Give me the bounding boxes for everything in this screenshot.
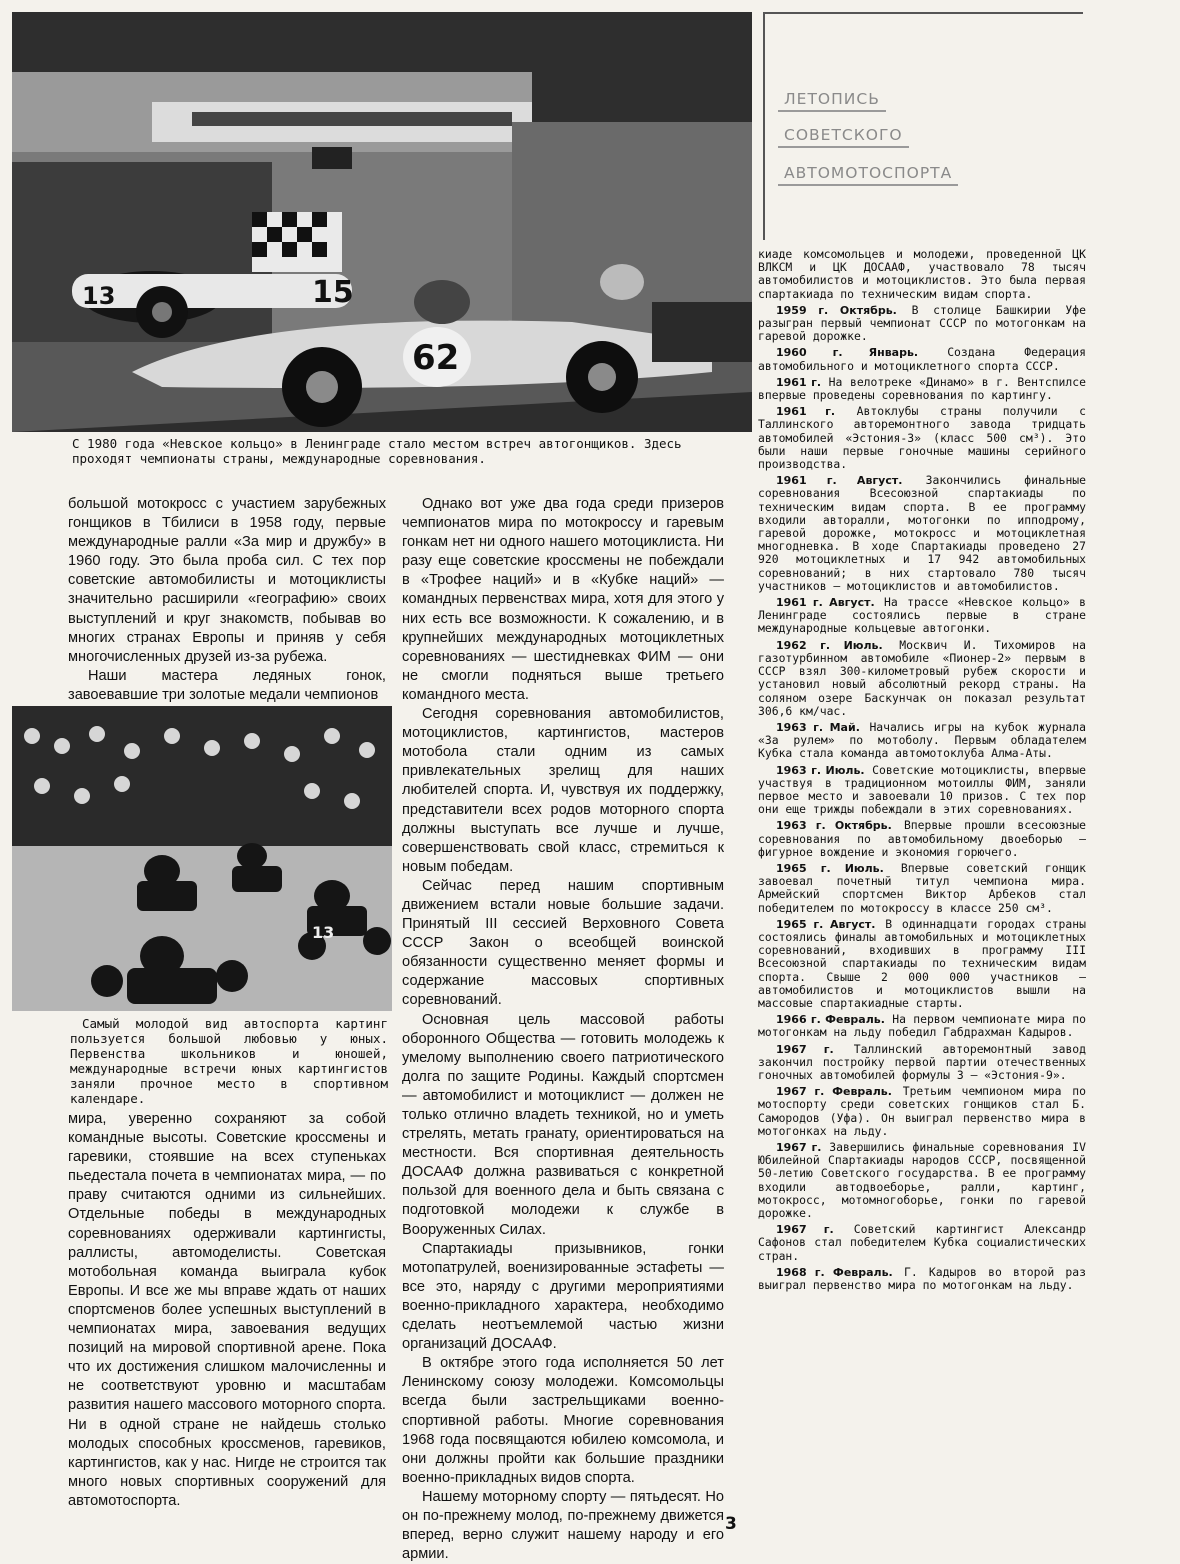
paragraph: большой мотокросс с участием зарубежных гонщиков в Тбилиси в 1958 году, первые международные ралли «За мир и дружбу» в 1960 году. Это была проба сил. С тех пор советские автомобилисты и мотоциклисты значительно расширили «географию» своих выступлений и круг знакомств, побывав во многих странах Европы и приняв у себя многочисленных друзей из-за рубежа. [68,496,386,665]
top-photo-caption: С 1980 года «Невское кольцо» в Ленинграде стало местом встреч автогонщиков. Здесь проходят чемпионаты страны, международные соревнования. [72,436,682,466]
car-number-15b: 15 [312,275,354,310]
chronicle-column [758,248,1086,1295]
chronicle-entry: 1961 г. Автоклубы страны получили с Таллинского авторемонтного завода тридцать автомобилей «Эстония-3» (класс 500 см³). Это были наши первые гоночные машины серийного производства. [758,404,1086,472]
article-column-1-top [68,495,386,705]
heading-line-1: ЛЕТОПИСЬ [778,88,886,112]
car-number-62: 62 [412,338,460,378]
paragraph: Нашему моторному спорту — пятьдесят. Но он по-прежнему молод, по-прежнему движется вперед, верно служит нашему народу и его армии. [402,1488,724,1563]
heading-rule-horizontal [763,12,1083,14]
chronicle-entry: 1963 г. Июль. Советские мотоциклисты, впервые участвуя в традиционном мотоиллы ФИМ, заняли первое место и завоевали 10 призов. С тех пор они еще трижды побеждали в этих соревнованиях. [758,762,1086,817]
chronicle-entry: 1967 г. Февраль. Третьим чемпионом мира по мотоспорту среди советских гонщиков стал Б. Самородов (Уфа). Он выиграл первенство мира в мотогонках на льду. [758,1084,1086,1138]
paragraph: Сейчас перед нашим спортивным движением встали новые большие задачи. Принятый III сессией Верховного Совета СССР Закон о всеобщей воинской обязанности существенно меняет формы и содержание массовых спортивных соревнований. [402,877,724,1009]
chronicle-entry: 1967 г. Завершились финальные соревнования IV Юбилейной Спартакиады народов СССР, посвященной 50-летию Советского государства. В ее программу входили автодвоеборье, ралли, картинг, мотокросс, мотомногоборье, гонки по гаревой дорожке. [758,1140,1086,1221]
paragraph: Спартакиады призывников, гонки мотопатрулей, военизированные эстафеты — все это, наряду с другими мероприятиями военно-прикладного характера, необходимо сделать неотъемлемой частью жизни организаций ДОСААФ. [402,1240,724,1353]
karting-photo-caption: Самый молодой вид автоспорта картинг пользуется большой любовью у юных. Первенства школьников и юношей, международные встречи юных картингистов заняли прочное место в спортивном календаре. [70,1016,388,1106]
car-number-15: 13 [82,282,116,310]
chronicle-entry: 1959 г. Октябрь. В столице Башкирии Уфе разыгран первый чемпионат СССР по мотогонкам на гаревой дорожке. [758,302,1087,344]
chronicle-entry: 1961 г. На велотреке «Динамо» в г. Вентспилсе впервые проведены соревнования по картингу. [758,374,1086,403]
chronicle-entry: 1960 г. Январь. Создана Федерация автомобильного и мотоциклетного спорта СССР. [758,345,1086,373]
chronicle-entry: 1963 г. Май. Начались игры на кубок журнала «За рулем» по мотоболу. Первым обладателем Кубка стала команда автомотоклуба Алма-Аты. [758,719,1087,761]
chronicle-entry: 1965 г. Август. В одиннадцати городах страны состоялись финалы автомобильных и мотоциклетных соревнований, входивших в программу III Всесоюзной спартакиады по техническим видам спорта. Свыше 2 000 000 участников — автомобилистов и мотоциклистов вышли на массовые спартакиадные старты. [758,916,1086,1010]
chronicle-entry: 1966 г. Февраль. На первом чемпионате мира по мотогонкам на льду победил Габдрахман Кадыров. [758,1012,1086,1040]
chronicle-entry: 1967 г. Советский картингист Александр Сафонов стал победителем Кубка социалистических стран. [758,1222,1087,1263]
chronicle-entry: 1965 г. Июль. Впервые советский гонщик завоевал почетный титул чемпиона мира. Армейский спортсмен Виктор Арбеков стал победителем по мотокроссу в классе 250 см³. [758,860,1086,915]
karting-photo [12,706,392,1011]
paragraph: мира, уверенно сохраняют за собой командные высоты. Советские кроссмены и гаревики, стоявшие на всех ступеньках пьедестала почета в чемпионатах мира, — по праву считаются одними из сильнейших. Отдельные победы в международных соревнованиях одерживали картингисты, раллисты, автомоделисты. Советская мотобольная команда выиграла кубок Европы. И все же мы вправе ждать от наших спортсменов более успешных выступлений в чемпионатах мира, завоевания ведущих позиций на мировой спортивной арене. Пока что их достижения слишком малочисленны и не соответствуют уровню и масштабам развития нашего массового моторного спорта. Ни в одной стране не найдешь столько молодых способных кроссменов, гаревиков, картингистов, как у нас. Нигде не строится так много новых спортивных сооружений для автомотоспорта. [68,1111,386,1509]
page-number: 3 [725,1514,737,1534]
chronicle-entry: 1963 г. Октябрь. Впервые прошли всесоюзные соревнования по автомобильному двоеборью — фигурное вождение и экономия горючего. [758,818,1086,859]
paragraph: В октябре этого года исполняется 50 лет Ленинскому союзу молодежи. Комсомольцы всегда были застрельщиками военно-спортивной работы. Многие соревнования 1968 года посвящаются юбилею комсомола, и они должны пройти как большие праздники военно-прикладных видов спорта. [402,1355,724,1486]
heading-line-2: СОВЕТСКОГО [778,124,909,148]
chronicle-entry: 1961 г. Август. На трассе «Невское кольцо» в Ленинграде состоялись первые в стране международные кольцевые автогонки. [758,595,1086,636]
paragraph: Сегодня соревнования автомобилистов, мотоциклистов, картингистов, мастеров мотобола стали одним из самых привлекательных зрелищ для наших любителей спорта. И, чувствуя их поддержку, представители всех родов моторного спорта должны выступать все лучше и лучше, совершенствовать свой класс, стремиться к новым победам. [402,706,724,875]
chronicle-entry: киаде комсомольцев и молодежи, проведенной ЦК ВЛКСМ и ЦК ДОСААФ, участвовало 78 тысяч автомобилистов и мотоциклистов. Это была первая спартакиада по техническим видам спорта. [758,247,1086,301]
chronicle-entry: 1961 г. Август. Закончились финальные соревнования Всесоюзной спартакиады по техническим видам спорта. В ее программу входили авторалли, мотогонки по ипподрому, гаревой дорожке, мотокросс и мотоциклетная многодневка. В ходе Спартакиады проведено 27 920 мотоциклетных и 17 942 автомобильных соревнований; в них стартовало 780 тысяч участников — мотоциклистов и автомобилистов. [758,473,1087,593]
racing-photo [12,12,752,432]
paragraph: Однако вот уже два года среди призеров чемпионатов мира по мотокроссу и гаревым гонкам нет ни одного нашего мотоциклиста. Ни разу еще советские кроссмены не побеждали в «Трофее наций» и в «Кубке наций» — командных первенствах мира, хотя для этого у них есть все возможности. К сожалению, и в крупнейших международных мотоциклетных соревнованиях — шестидневках ФИМ — они не смогли подняться выше третьего командного места. [402,496,724,703]
chronicle-entry: 1962 г. Июль. Москвич И. Тихомиров на газотурбинном автомобиле «Пионер-2» первым в СССР взял 300-километровый рубеж скорости и установил новый абсолютный рекорд страны. На соляном озере Баскунчак он показал результат 306,6 км/час. [758,637,1087,718]
chronicle-entry: 1968 г. Февраль. Г. Кадыров во второй раз выиграл первенство мира по мотогонкам на льду. [758,1264,1086,1293]
paragraph: Основная цель массовой работы оборонного Общества — готовить молодежь к умелому выполнению своего патриотического долга по защите Родины. Каждый спортсмен — автомобилист и мотоциклист — должен не только отлично владеть техникой, но и уметь стрелять, метать гранату, ориентироваться на местности. Вся спортивная деятельность ДОСААФ должна развиваться с конкретной пользой для военного дела и быть связана с подготовкой молодежи к службе в Вооруженных Силах. [402,1011,724,1238]
chronicle-entry: 1967 г. Таллинский авторемонтный завод закончил постройку первой партии отечественных гоночных автомобилей формулы 3 — «Эстония-9». [758,1041,1087,1082]
article-column-1-bottom [68,1110,386,1511]
heading-rule-vertical [763,12,765,240]
karting-photo-illustration [12,706,392,1011]
paragraph: Наши мастера ледяных гонок, завоевавшие три золотые медали чемпионов [68,667,386,703]
heading-line-3: АВТОМОТОСПОРТА [778,162,958,186]
article-column-2 [402,495,724,1564]
racing-photo-illustration [12,12,752,432]
kart-number-13: 13 [312,923,335,942]
